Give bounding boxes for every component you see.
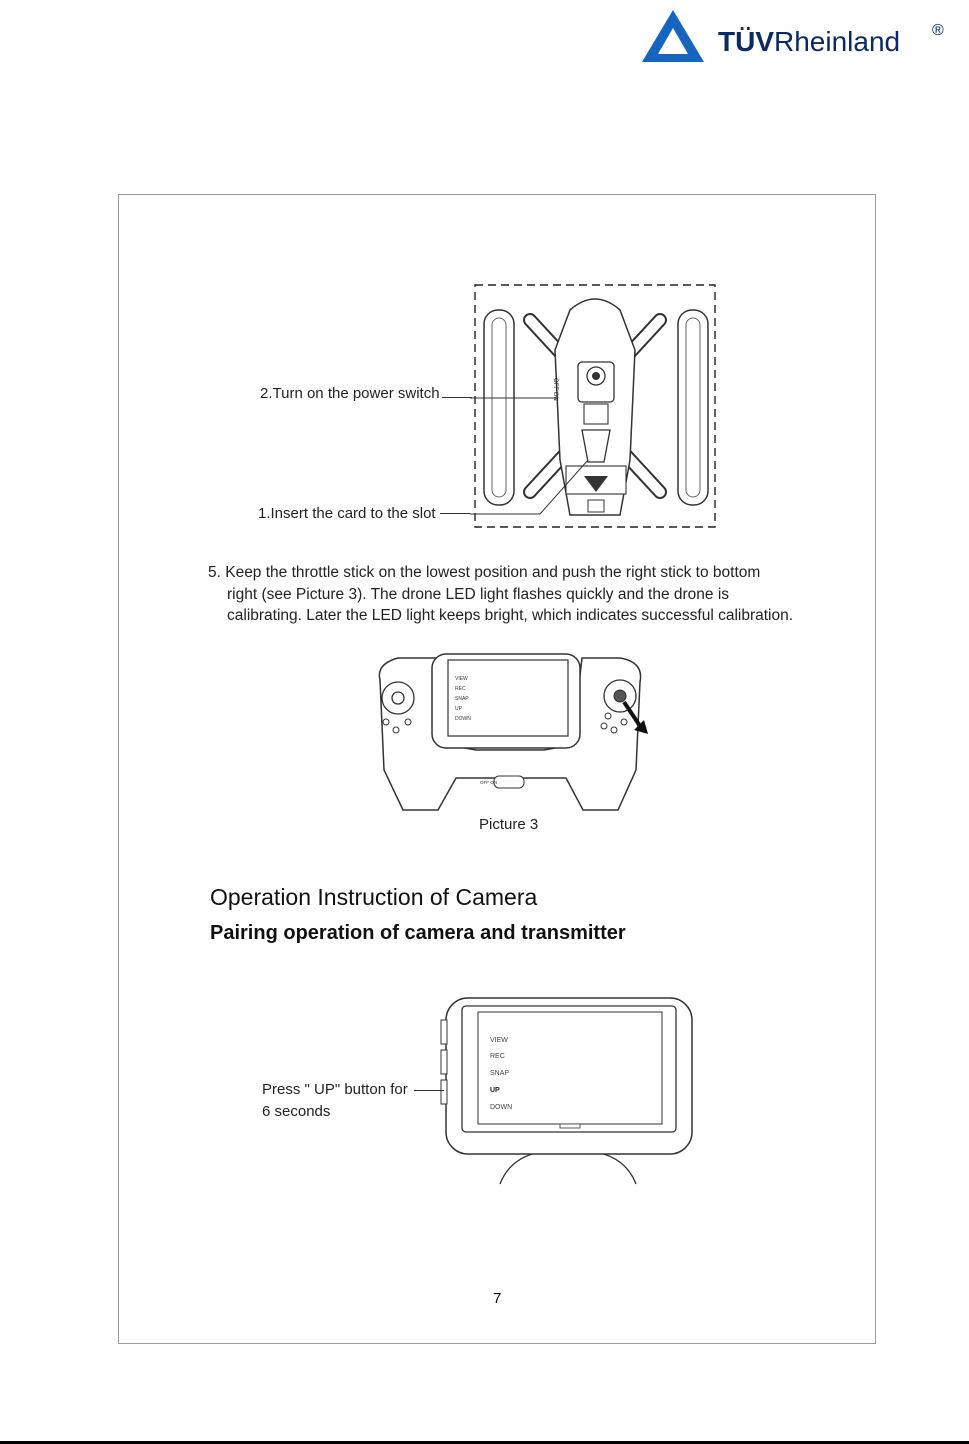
page-number: 7 — [493, 1290, 502, 1307]
tuv-rheinland-logo — [640, 6, 960, 66]
transmitter-illustration — [368, 650, 652, 814]
transmitter-switch-label: OFF ON — [480, 780, 497, 785]
drone-top-view-illustration — [470, 280, 722, 532]
section-subheading: Pairing operation of camera and transmitter — [210, 922, 626, 944]
section-heading: Operation Instruction of Camera — [210, 884, 538, 910]
monitor-menu-rec: REC — [490, 1053, 505, 1060]
screen-menu-up: UP — [455, 706, 462, 712]
callout-power-switch: 2.Turn on the power switch — [260, 385, 440, 402]
step-5-paragraph — [208, 562, 848, 627]
step-5-line-1: 5. Keep the throttle stick on the lowest position and push the right stick to bottom — [208, 564, 761, 581]
screen-menu-down: DOWN — [455, 716, 471, 722]
step-5-line-2: right (see Picture 3). The drone LED light flashes quickly and the drone is — [227, 585, 730, 603]
monitor-menu-view: VIEW — [490, 1037, 508, 1044]
callout-leader-power — [442, 397, 472, 398]
picture-3-caption: Picture 3 — [479, 816, 539, 833]
callout-insert-card: 1.Insert the card to the slot — [258, 505, 436, 522]
monitor-screen-illustration — [440, 996, 696, 1188]
screen-menu-snap: SNAP — [455, 696, 469, 702]
callout-leader-up — [414, 1090, 444, 1091]
callout-press-up-line-2: 6 seconds — [262, 1103, 331, 1120]
registered-mark: ® — [932, 22, 944, 39]
screen-menu-view: VIEW — [455, 676, 468, 682]
monitor-menu-down: DOWN — [490, 1104, 513, 1111]
screen-menu-rec: REC — [455, 686, 466, 692]
step-5-line-3: calibrating. Later the LED light keeps bright, which indicates successful calibration. — [227, 607, 794, 624]
monitor-menu-up: UP — [490, 1087, 500, 1094]
triangle-logo-icon — [640, 6, 710, 66]
logo-wordmark: TÜVRheinland — [718, 26, 901, 57]
callout-press-up-line-1: Press " UP" button for — [262, 1081, 408, 1098]
drone-switch-label: OFF ON — [552, 378, 558, 401]
callout-leader-card — [440, 513, 470, 514]
monitor-menu-snap: SNAP — [490, 1070, 510, 1077]
